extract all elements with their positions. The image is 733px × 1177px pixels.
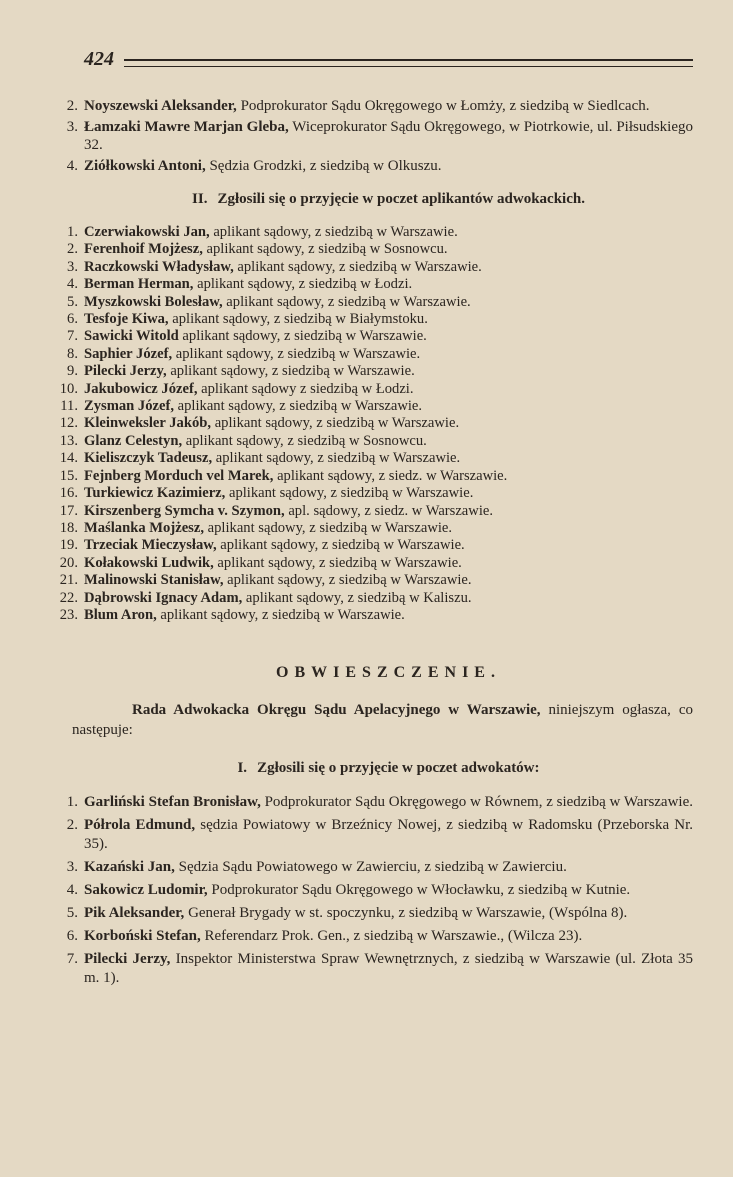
person-details: Podprokurator Sądu Okręgowego w Równem, z siedzibą w Warszawie. [260,794,694,811]
list-item [66,881,693,900]
list-item [66,927,693,946]
item-number: 17. [59,502,78,519]
item-number: 3. [66,119,78,135]
list-item [66,816,693,854]
list-item [67,241,693,258]
list-item [67,311,693,328]
person-name: Korboński Stefan, [84,928,201,945]
person-name: Łamzaki Mawre Marjan Gleba, [84,119,289,135]
list-item [59,467,693,485]
list-item [59,606,693,624]
person-details: Referendarz Prok. Gen., z siedzibą w Warszawie., (Wilcza 23). [200,928,583,945]
person-details: Wiceprokurator Sądu Okręgowego, w Piotrkowie, ul. Piłsudskiego 32. [84,119,693,153]
person-name: Dąbrowski Ignacy Adam, [84,589,243,606]
list-item [59,589,693,607]
person-name: Blum Aron, [84,606,157,623]
person-name: Fejnberg Morduch vel Marek, [84,467,274,484]
person-details: aplikant sądowy, z siedzibą w Sosnowcu. [202,241,448,258]
person-details: aplikant sądowy, z siedzibą w Kaliszu. [242,589,472,606]
person-name: Kieliszczyk Tadeusz, [84,450,213,467]
person-details: aplikant sądowy, z siedzibą w Warszawie. [225,485,474,502]
list-item [59,450,693,467]
person-details: aplikant sądowy, z siedz. w Warszawie. [273,467,508,484]
section-i-title: I. Zgłosili się o przyjęcie w poczet adwokatów: [237,760,540,777]
person-name: Glanz Celestyn, [84,432,183,449]
list-item [66,118,693,154]
item-number: 16. [59,485,78,502]
list-item [66,97,693,115]
person-details: Podprokurator Sądu Okręgowego w Włocławku, z siedzibą w Kutnie. [207,882,631,899]
item-number: 2. [67,241,78,258]
item-number: 11. [60,398,78,415]
person-details: aplikant sądowy, z siedzibą w Sosnowcu. [182,432,427,449]
person-details: aplikant sądowy, z siedzibą w Warszawie. [223,572,472,589]
item-number: 6. [66,928,78,945]
person-name: Saphier Józef, [84,345,173,362]
list-item [66,793,694,812]
list-item [59,554,693,572]
person-details: Podprokurator Sądu Okręgowego w Łomży, z siedzibą w Siedlcach. [236,98,650,114]
section-ii-title: II. Zgłosili się o przyjęcie w poczet aplikantów adwokackich. [192,191,585,207]
list-item [66,950,693,988]
item-number: 21. [59,572,78,589]
list-item [60,398,693,415]
person-name: Berman Herman, [84,276,194,293]
person-name: Maślanka Mojżesz, [84,519,204,536]
person-name: Tesfoje Kiwa, [84,311,169,328]
person-name: Kleinweksler Jakób, [84,415,212,432]
person-name: Kazański Jan, [84,859,175,876]
person-details: Sędzia Sądu Powiatowego w Zawierciu, z siedzibą w Zawierciu. [174,859,567,876]
header-rule [124,59,693,67]
item-number: 8. [67,345,78,362]
person-details: aplikant sądowy, z siedzibą w Warszawie. [203,519,453,536]
person-details: aplikant sądowy, z siedzibą w Warszawie. [178,328,427,345]
list-item [67,328,693,345]
person-name: Kirszenberg Symcha v. Szymon, [84,502,285,519]
person-details: aplikant sądowy, z siedzibą w Warszawie. [156,606,405,623]
announcement-heading: OBWIESZCZENIE. [276,664,501,682]
list-item [67,293,693,311]
person-details: aplikant sądowy, z siedzibą w Warszawie. [166,363,415,380]
item-number: 14. [59,450,78,467]
person-name: Myszkowski Bolesław, [84,293,223,310]
item-number: 22. [59,589,78,606]
person-name: Sakowicz Ludomir, [84,882,208,899]
announcement-intro: Rada Adwokacka Okręgu Sądu Apelacyjnego w Warszawie, niniejszym ogłasza, co następuje: [72,702,693,739]
list-item [59,502,693,520]
item-number: 13. [59,432,78,449]
person-name: Zysman Józef, [84,398,174,415]
item-number: 4. [66,882,78,899]
person-details: aplikant sądowy, z siedzibą w Łodzi. [193,276,413,293]
person-details: aplikant sądowy, z siedzibą w Warszawie. [213,554,462,571]
person-name: Turkiewicz Kazimierz, [84,485,226,502]
list-item [67,345,693,363]
list-item [59,485,693,502]
person-details: Inspektor Ministerstwa Spraw Wewnętrznych, z siedzibą w Warszawie (ul. Złota 35 m. 1). [84,951,693,987]
list-item [66,157,693,175]
page-number: 424 [84,48,114,70]
person-details: aplikant sądowy, z siedzibą w Warszawie. [209,224,458,240]
item-number: 20. [59,554,78,571]
list-item [59,415,693,432]
item-number: 4. [66,158,78,174]
person-details: aplikant sądowy, z siedzibą w Warszawie. [233,258,482,275]
person-details: aplikant sądowy, z siedzibą w Warszawie. [211,415,460,432]
list-item [59,519,693,537]
list-item [59,380,693,398]
person-details: aplikant sądowy z siedzibą w Łodzi. [197,380,414,397]
person-details: aplikant sądowy, z siedzibą w Białymstoku. [168,311,428,328]
item-number: 4. [67,276,78,293]
list-item [66,904,693,923]
person-details: sędzia Powiatowy w Brzeźnicy Nowej, z siedzibą w Radomsku (Przeborska Nr. 35). [84,817,693,853]
candidate-list-continued [66,97,693,175]
person-name: Pilecki Jerzy, [84,951,171,968]
person-name: Sawicki Witold [84,328,179,345]
item-number: 3. [67,258,78,275]
person-details: aplikant sądowy, z siedzibą w Warszawie. [174,398,423,415]
item-number: 1. [67,224,78,240]
list-item [59,572,693,589]
list-item [59,432,693,450]
page-header [84,48,693,71]
item-number: 2. [66,817,78,834]
list-item [67,363,693,380]
person-name: Garliński Stefan Bronisław, [84,794,261,811]
list-item [59,537,693,554]
item-number: 18. [59,519,78,536]
item-number: 15. [59,467,78,484]
item-number: 23. [59,606,78,623]
person-name: Czerwiakowski Jan, [84,224,210,240]
item-number: 1. [66,794,78,811]
person-details: aplikant sądowy, z siedzibą w Warszawie. [222,293,471,310]
list-item [67,276,693,293]
item-number: 10. [59,380,78,397]
person-details: Generał Brygady w st. spoczynku, z siedzibą w Warszawie, (Wspólna 8). [184,905,628,922]
person-name: Noyszewski Aleksander, [84,98,237,114]
person-name: Kołakowski Ludwik, [84,554,214,571]
person-details: aplikant sądowy, z siedzibą w Warszawie. [212,450,461,467]
item-number: 9. [67,363,78,380]
person-details: aplikant sądowy, z siedzibą w Warszawie. [172,345,421,362]
list-item [67,258,693,276]
person-details: aplikant sądowy, z siedzibą w Warszawie. [216,537,465,554]
person-name: Półrola Edmund, [84,817,196,834]
advocate-list [66,793,694,988]
item-number: 5. [67,293,78,310]
item-number: 3. [66,859,78,876]
item-number: 7. [66,951,78,968]
person-name: Ziółkowski Antoni, [84,158,206,174]
list-item [66,858,693,877]
applicant-list [59,224,693,624]
item-number: 7. [67,328,78,345]
person-name: Jakubowicz Józef, [84,380,198,397]
person-name: Pilecki Jerzy, [84,363,167,380]
person-details: apl. sądowy, z siedz. w Warszawie. [284,502,494,519]
person-name: Raczkowski Władysław, [84,258,234,275]
person-name: Malinowski Stanisław, [84,572,224,589]
person-name: Trzeciak Mieczysław, [84,537,217,554]
person-name: Ferenhoif Mojżesz, [84,241,203,258]
item-number: 5. [66,905,78,922]
item-number: 19. [59,537,78,554]
item-number: 12. [59,415,78,432]
person-name: Pik Aleksander, [84,905,185,922]
person-details: Sędzia Grodzki, z siedzibą w Olkuszu. [205,158,442,174]
item-number: 6. [67,311,78,328]
list-item [67,224,693,241]
item-number: 2. [66,98,78,114]
